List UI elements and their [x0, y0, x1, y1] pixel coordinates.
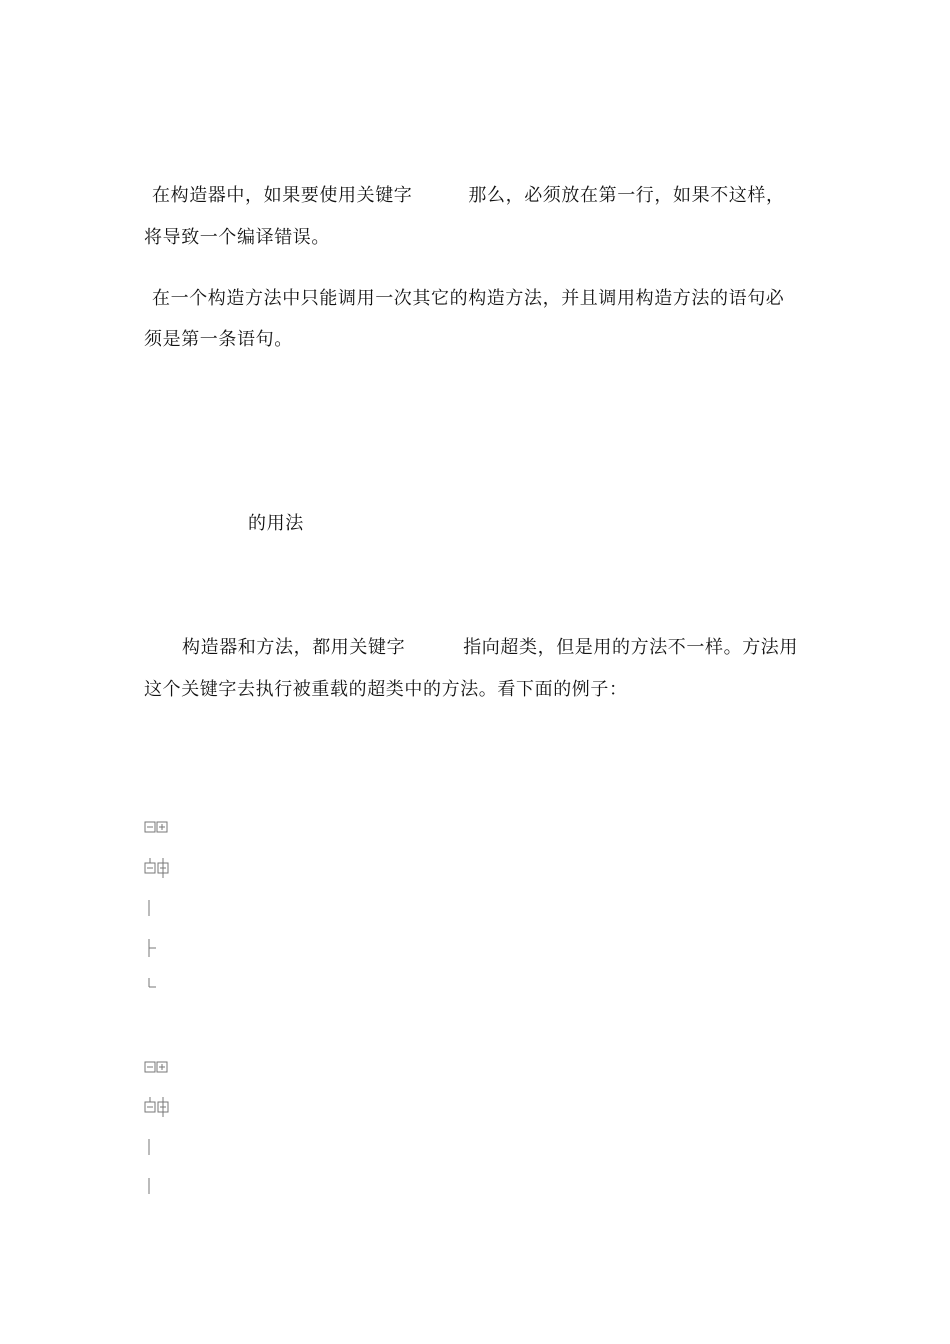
code-gutter-corner-icon — [144, 976, 158, 992]
section-heading: 的用法 — [248, 513, 304, 534]
paragraph-2-line-1: 在一个构造方法中只能调用一次其它的构造方法，并且调用构造方法的语句必 — [152, 288, 785, 309]
paragraph-1-text-a: 在构造器中，如果要使用关键字 — [152, 185, 413, 206]
paragraph-3-text-a: 构造器和方法，都用关键字 — [182, 637, 406, 658]
code-gutter-branch-icon-2[interactable] — [144, 1097, 172, 1117]
code-gutter-vertical-line-icon-2 — [144, 1137, 156, 1157]
paragraph-1-line-1 — [152, 184, 785, 208]
code-gutter-collapse-icon[interactable] — [144, 820, 170, 834]
code-gutter-tee-icon — [144, 938, 158, 958]
paragraph-2-line-2: 须是第一条语句。 — [144, 329, 293, 350]
paragraph-3-line-1 — [182, 636, 798, 660]
code-gutter-vertical-line-icon-3 — [144, 1176, 156, 1196]
paragraph-3-line-2: 这个关键字去执行被重载的超类中的方法。看下面的例子： — [144, 679, 628, 700]
paragraph-1-line-2: 将导致一个编译错误。 — [144, 227, 330, 248]
code-gutter-vertical-line-icon — [144, 898, 156, 918]
paragraph-3-text-b: 指向超类，但是用的方法不一样。方法用 — [463, 637, 799, 658]
code-gutter-branch-icon[interactable] — [144, 858, 172, 878]
paragraph-1-text-b: 那么，必须放在第一行，如果不这样， — [468, 185, 785, 206]
code-gutter-collapse-icon-2[interactable] — [144, 1060, 170, 1074]
